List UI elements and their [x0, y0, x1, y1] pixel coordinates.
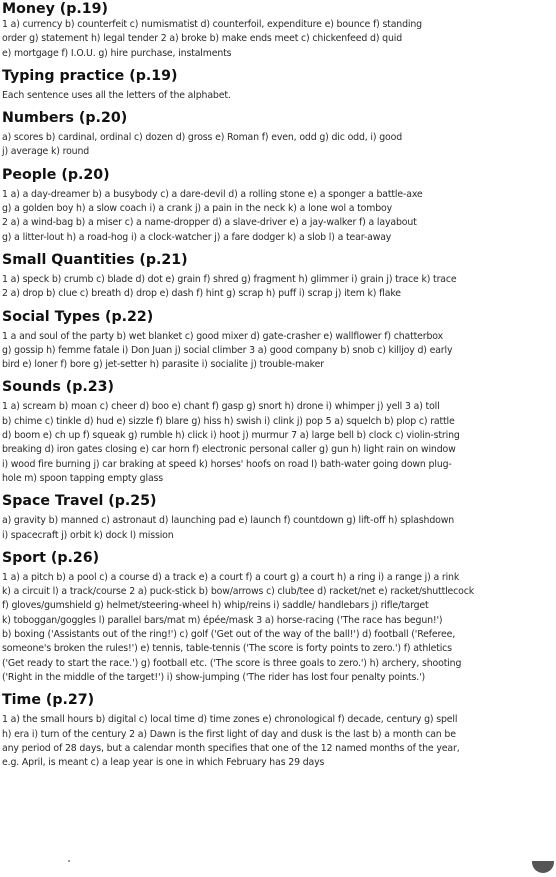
answer-line: any period of 28 days, but a calendar month specifies that one of the 12 named months of the year, — [2, 742, 460, 754]
answer-line: j) average k) round — [2, 146, 90, 158]
answer-line: e) mortgage f) I.O.U. g) hire purchase, instalments — [2, 47, 232, 59]
answer-line: g) a litter-lout h) a road-hog i) a clock-watcher j) a fare dodger k) a slob l) a tear-away — [2, 231, 392, 243]
section-heading: Money (p.19) — [2, 1, 109, 17]
answer-text — [2, 89, 494, 103]
answer-line: i) wood fire burning j) car braking at speed k) horses' hoofs on road l) bath-water going down plug- — [2, 458, 452, 470]
answer-line: 2 a) a wind-bag b) a miser c) a name-dropper d) a slave-driver e) a jay-walker f) a layabout — [2, 217, 417, 229]
answer-line: e.g. April, is meant c) a leap year is one in which February has 29 days — [2, 757, 325, 769]
answer-line: 1 a) a day-dreamer b) a busybody c) a dare-devil d) a rolling stone e) a sponger a battle-axe — [2, 188, 423, 200]
answer-line: 1 a) speck b) crumb c) blade d) dot e) grain f) shred g) fragment h) glimmer i) grain j) trace k) trace — [2, 273, 457, 285]
answer-line: a) scores b) cardinal, ordinal c) dozen d) gross e) Roman f) even, odd g) dic odd, i) good — [2, 132, 403, 144]
section-sounds — [2, 378, 494, 486]
answer-line: a) gravity b) manned c) astronaut d) launching pad e) launch f) countdown g) lift-off h) splashdown — [2, 515, 455, 527]
section-people — [2, 166, 494, 245]
section-heading: Sounds (p.23) — [2, 379, 114, 396]
section-time — [2, 691, 494, 770]
scan-speck — [68, 860, 70, 862]
answer-text — [2, 514, 494, 543]
answer-line: h) era i) turn of the century 2 a) Dawn is the first light of day and dusk is the last b) a month can be — [2, 728, 456, 740]
answer-text — [2, 330, 494, 373]
section-small-quantities — [2, 251, 494, 302]
section-social-types — [2, 308, 494, 373]
answer-line: hole m) spoon tapping empty glass — [2, 472, 164, 484]
page-corner-tab-icon — [532, 861, 554, 873]
answer-line: 2 a) drop b) clue c) breath d) drop e) dash f) hint g) scrap h) puff i) scrap j) item k) flake — [2, 288, 401, 300]
answer-key-page — [2, 0, 494, 776]
answer-line: breaking d) iron gates closing e) car horn f) electronic personal caller g) gun h) light rain on window — [2, 444, 456, 456]
answer-line: ('Get ready to start the race.') g) football etc. ('The score is three goals to zero.') h) archery, shooting — [2, 657, 462, 669]
answer-line: d) boom e) ch up f) squeak g) rumble h) click i) hoot j) murmur 7 a) large bell b) clock c) violin-string — [2, 430, 460, 442]
answer-line: k) toboggan/goggles l) parallel bars/mat m) épée/mask 3 a) horse-racing ('The race has begun!') — [2, 614, 443, 626]
section-money — [2, 0, 494, 61]
section-heading: Small Quantities (p.21) — [2, 251, 188, 268]
answer-line: k) a circuit l) a track/course 2 a) puck-stick b) bow/arrows c) club/tee d) racket/net e) racket/shuttlecock — [2, 586, 475, 598]
answer-line: bird e) loner f) bore g) jet-setter h) parasite i) socialite j) trouble-maker — [2, 359, 324, 371]
answer-text — [2, 571, 494, 685]
section-heading: Sport (p.26) — [2, 549, 100, 566]
section-heading: Numbers (p.20) — [2, 110, 128, 127]
answer-line: 1 a) scream b) moan c) cheer d) boo e) chant f) gasp g) snort h) drone i) whimper j) yell 3 a) toll — [2, 401, 440, 413]
answer-text — [2, 273, 494, 302]
answer-line: 1 a) currency b) counterfeit c) numismatist d) counterfoil, expenditure e) bounce f) standing — [2, 19, 422, 30]
answer-text — [2, 713, 494, 770]
answer-line: i) spacecraft j) orbit k) dock l) mission — [2, 529, 174, 541]
section-sport — [2, 549, 494, 685]
answer-line: b) boxing ('Assistants out of the ring!') c) golf ('Get out of the way of the ball!') d) football ('Referee, — [2, 629, 456, 641]
answer-line: f) gloves/gumshield g) helmet/steering-wheel h) whip/reins i) saddle/ handlebars j) rifle/target — [2, 600, 429, 612]
answer-line: 1 a) the small hours b) digital c) local time d) time zones e) chronological f) decade, century g) spell — [2, 714, 458, 726]
answer-text — [2, 188, 494, 245]
answer-text — [2, 400, 494, 486]
answer-line: someone's broken the rules!') e) tennis, table-tennis ('The score is forty points to zero.') f) athletics — [2, 643, 452, 655]
section-heading: Social Types (p.22) — [2, 308, 154, 325]
answer-line: g) gossip h) femme fatale i) Don Juan j) social climber 3 a) good company b) snob c) killjoy d) early — [2, 344, 453, 356]
answer-text — [2, 131, 494, 160]
answer-line: b) chime c) tinkle d) hud e) sizzle f) blare g) hiss h) swish i) clink j) pop 5 a) squelch b) plop c) rattle — [2, 415, 455, 427]
answer-line: order g) statement h) legal tender 2 a) broke b) make ends meet c) chickenfeed d) quid — [2, 33, 403, 45]
section-numbers — [2, 109, 494, 160]
section-typing-practice — [2, 67, 494, 103]
answer-line: 1 a and soul of the party b) wet blanket c) good mixer d) gate-crasher e) wallflower f) chatterbox — [2, 330, 443, 342]
answer-line: Each sentence uses all the letters of the alphabet. — [2, 89, 231, 101]
section-space-travel — [2, 492, 494, 543]
section-heading: Space Travel (p.25) — [2, 493, 157, 510]
section-heading: Typing practice (p.19) — [2, 67, 178, 84]
section-heading: People (p.20) — [2, 166, 110, 183]
section-heading: Time (p.27) — [2, 692, 95, 709]
answer-line: 1 a) a pitch b) a pool c) a course d) a track e) a court f) a court g) a court h) a ring i) a range j) a rink — [2, 571, 460, 583]
answer-text — [2, 18, 494, 61]
answer-line: g) a golden boy h) a slow coach i) a crank j) a pain in the neck k) a lone wol a tomboy — [2, 203, 393, 215]
answer-line: ('Right in the middle of the target!') i) show-jumping ('The rider has lost four penalty points.') — [2, 671, 426, 683]
